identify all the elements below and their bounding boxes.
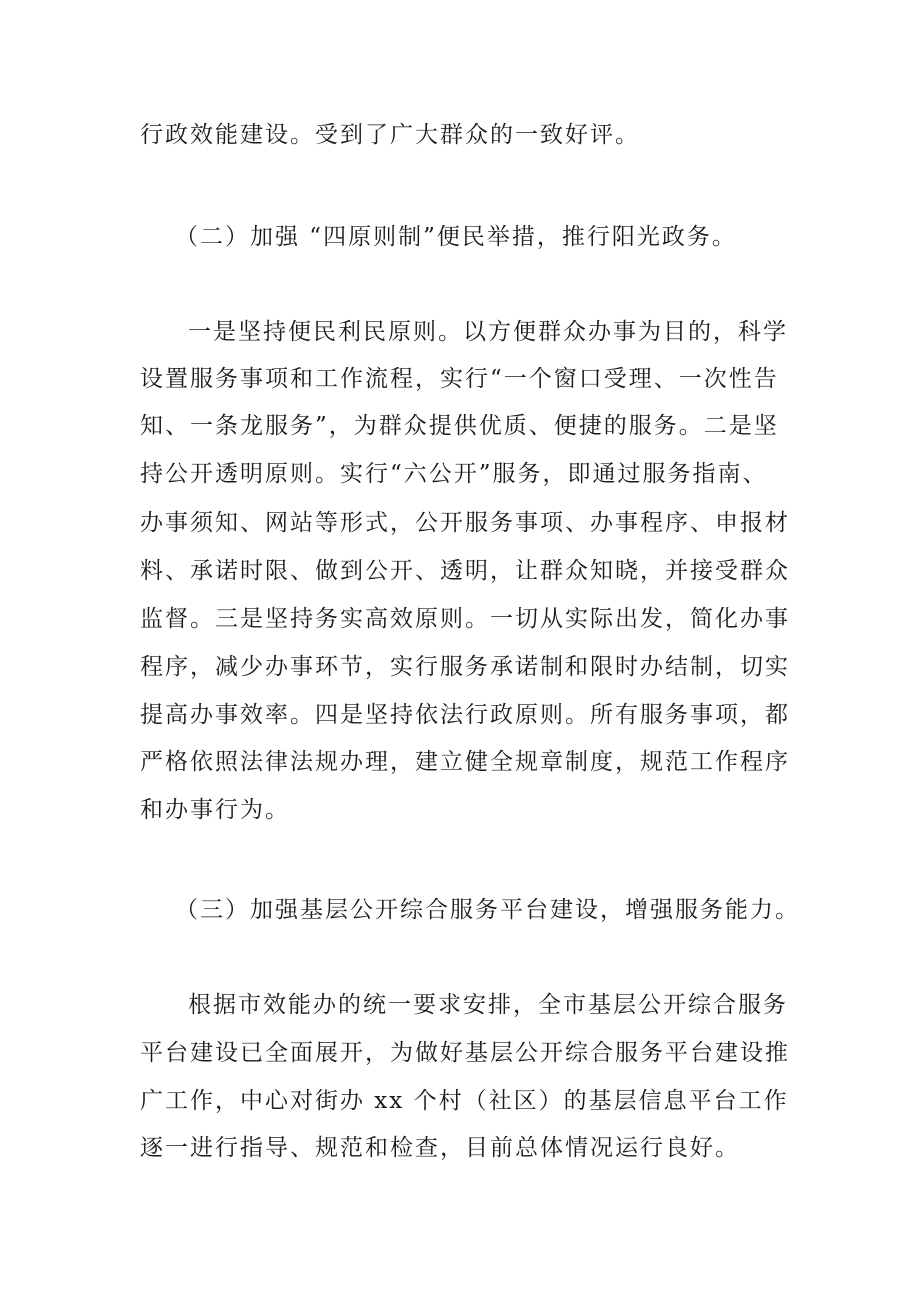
paragraph-line: 设置服务事项和工作流程，实行“一个窗口受理、一次性告 — [140, 366, 779, 392]
paragraph-line: 办事须知、网站等形式，公开服务事项、办事程序、申报材 — [140, 510, 790, 536]
paragraph-line: 和办事行为。 — [140, 797, 290, 823]
paragraph-line: 程序，减少办事环节，实行服务承诺制和限时办结制，切实 — [140, 654, 790, 680]
paragraph-line: 提高办事效率。四是坚持依法行政原则。所有服务事项，都 — [140, 702, 790, 728]
section-heading-2: （二）加强 “四原则制”便民举措，推行阳光政务。 — [175, 224, 737, 250]
paragraph-line: 平台建设已全面展开，为做好基层公开综合服务平台建设推 — [140, 1040, 790, 1066]
paragraph-line: 广工作，中心对街办 xx 个村（社区）的基层信息平台工作 — [140, 1088, 789, 1114]
paragraph-line: 知、一条龙服务”，为群众提供优质、便捷的服务。二是坚 — [140, 413, 779, 439]
paragraph-line: 持公开透明原则。实行“六公开”服务，即通过服务指南、 — [140, 461, 768, 487]
paragraph-line: 监督。三是坚持务实高效原则。一切从实际出发，简化办事 — [140, 606, 790, 632]
paragraph-line: 严格依照法律法规办理，建立健全规章制度，规范工作程序 — [140, 749, 790, 775]
paragraph-line: 根据市效能办的统一要求安排，全市基层公开综合服务 — [188, 992, 788, 1018]
paragraph-line: 逐一进行指导、规范和检查，目前总体情况运行良好。 — [140, 1135, 740, 1161]
paragraph-line: 行政效能建设。受到了广大群众的一致好评。 — [140, 122, 640, 148]
section-heading-3: （三）加强基层公开综合服务平台建设，增强服务能力。 — [175, 897, 800, 923]
paragraph-line: 一是坚持便民利民原则。以方便群众办事为目的，科学 — [188, 319, 788, 345]
paragraph-line: 料、承诺时限、做到公开、透明，让群众知晓，并接受群众 — [140, 558, 790, 584]
